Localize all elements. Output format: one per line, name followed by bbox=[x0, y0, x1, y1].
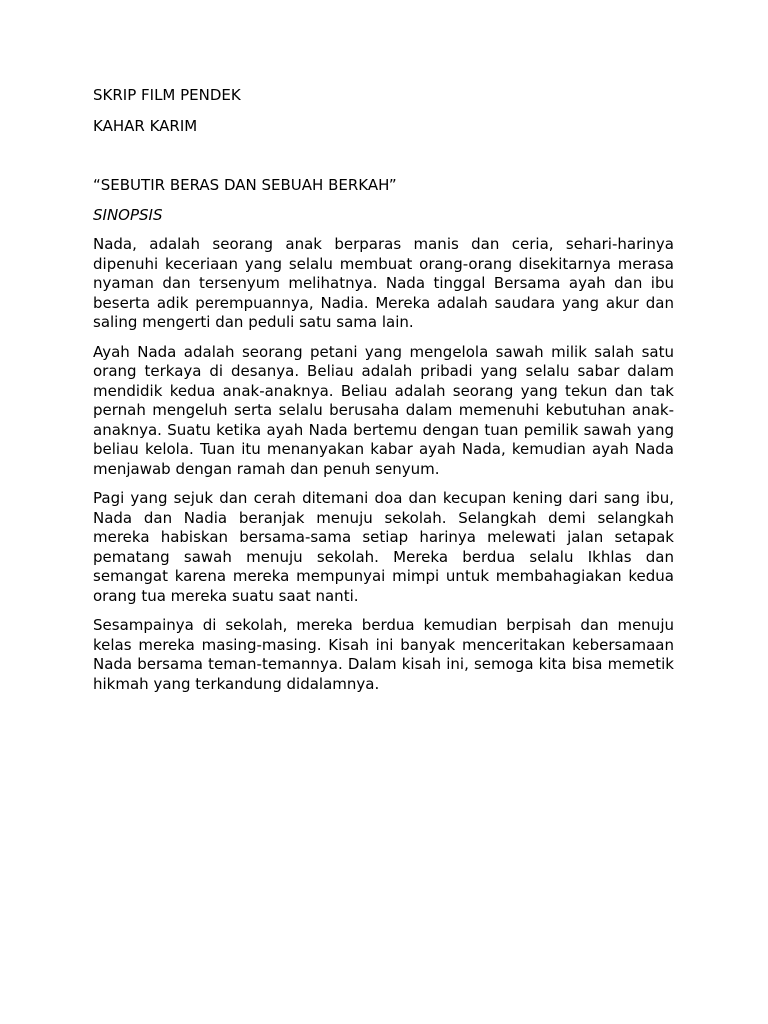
synopsis-paragraph: Nada, adalah seorang anak berparas manis dan ceria, sehari-harinya dipenuhi keceriaan yang selalu membuat orang-orang disekitarnya merasa nyaman dan tersenyum melihatnya. Nada tinggal Bersama ayah dan ibu beserta adik perempuannya, Nadia. Mereka adalah saudara yang akur dan saling mengerti dan peduli satu sama lain. bbox=[93, 235, 674, 331]
story-title: “SEBUTIR BERAS DAN SEBUAH BERKAH” bbox=[93, 176, 397, 194]
synopsis-paragraph: Ayah Nada adalah seorang petani yang mengelola sawah milik salah satu orang terkaya di desanya. Beliau adalah pribadi yang selalu sabar dalam mendidik kedua anak-anaknya. Beliau adalah seorang yang tekun dan tak pernah mengeluh serta selalu berusaha dalam memenuhi kebutuhan anak-anaknya. Suatu ketika ayah Nada bertemu dengan tuan pemilik sawah yang beliau kelola. Tuan itu menanyakan kabar ayah Nada, kemudian ayah Nada menjawab dengan ramah dan penuh senyum. bbox=[93, 342, 674, 478]
synopsis-paragraph: Pagi yang sejuk dan cerah ditemani doa dan kecupan kening dari sang ibu, Nada dan Nadia beranjak menuju sekolah. Selangkah demi selangkah mereka habiskan bersama-sama setiap harinya melewati jalan setapak pematang sawah menuju sekolah. Mereka berdua selalu Ikhlas dan semangat karena mereka mempunyai mimpi untuk membahagiakan kedua orang tua mereka suatu saat nanti. bbox=[93, 489, 674, 605]
author-name: KAHAR KARIM bbox=[93, 116, 198, 135]
document-heading: SKRIP FILM PENDEK bbox=[93, 86, 241, 104]
synopsis-paragraph: Sesampainya di sekolah, mereka berdua kemudian berpisah dan menuju kelas mereka masing-masing. Kisah ini banyak menceritakan kebersamaan Nada bersama teman-temannya. Dalam kisah ini, semoga kita bisa memetik hikmah yang terkandung didalamnya. bbox=[93, 616, 674, 693]
document-body bbox=[93, 86, 674, 694]
section-label-sinopsis: SINOPSIS bbox=[93, 205, 163, 224]
